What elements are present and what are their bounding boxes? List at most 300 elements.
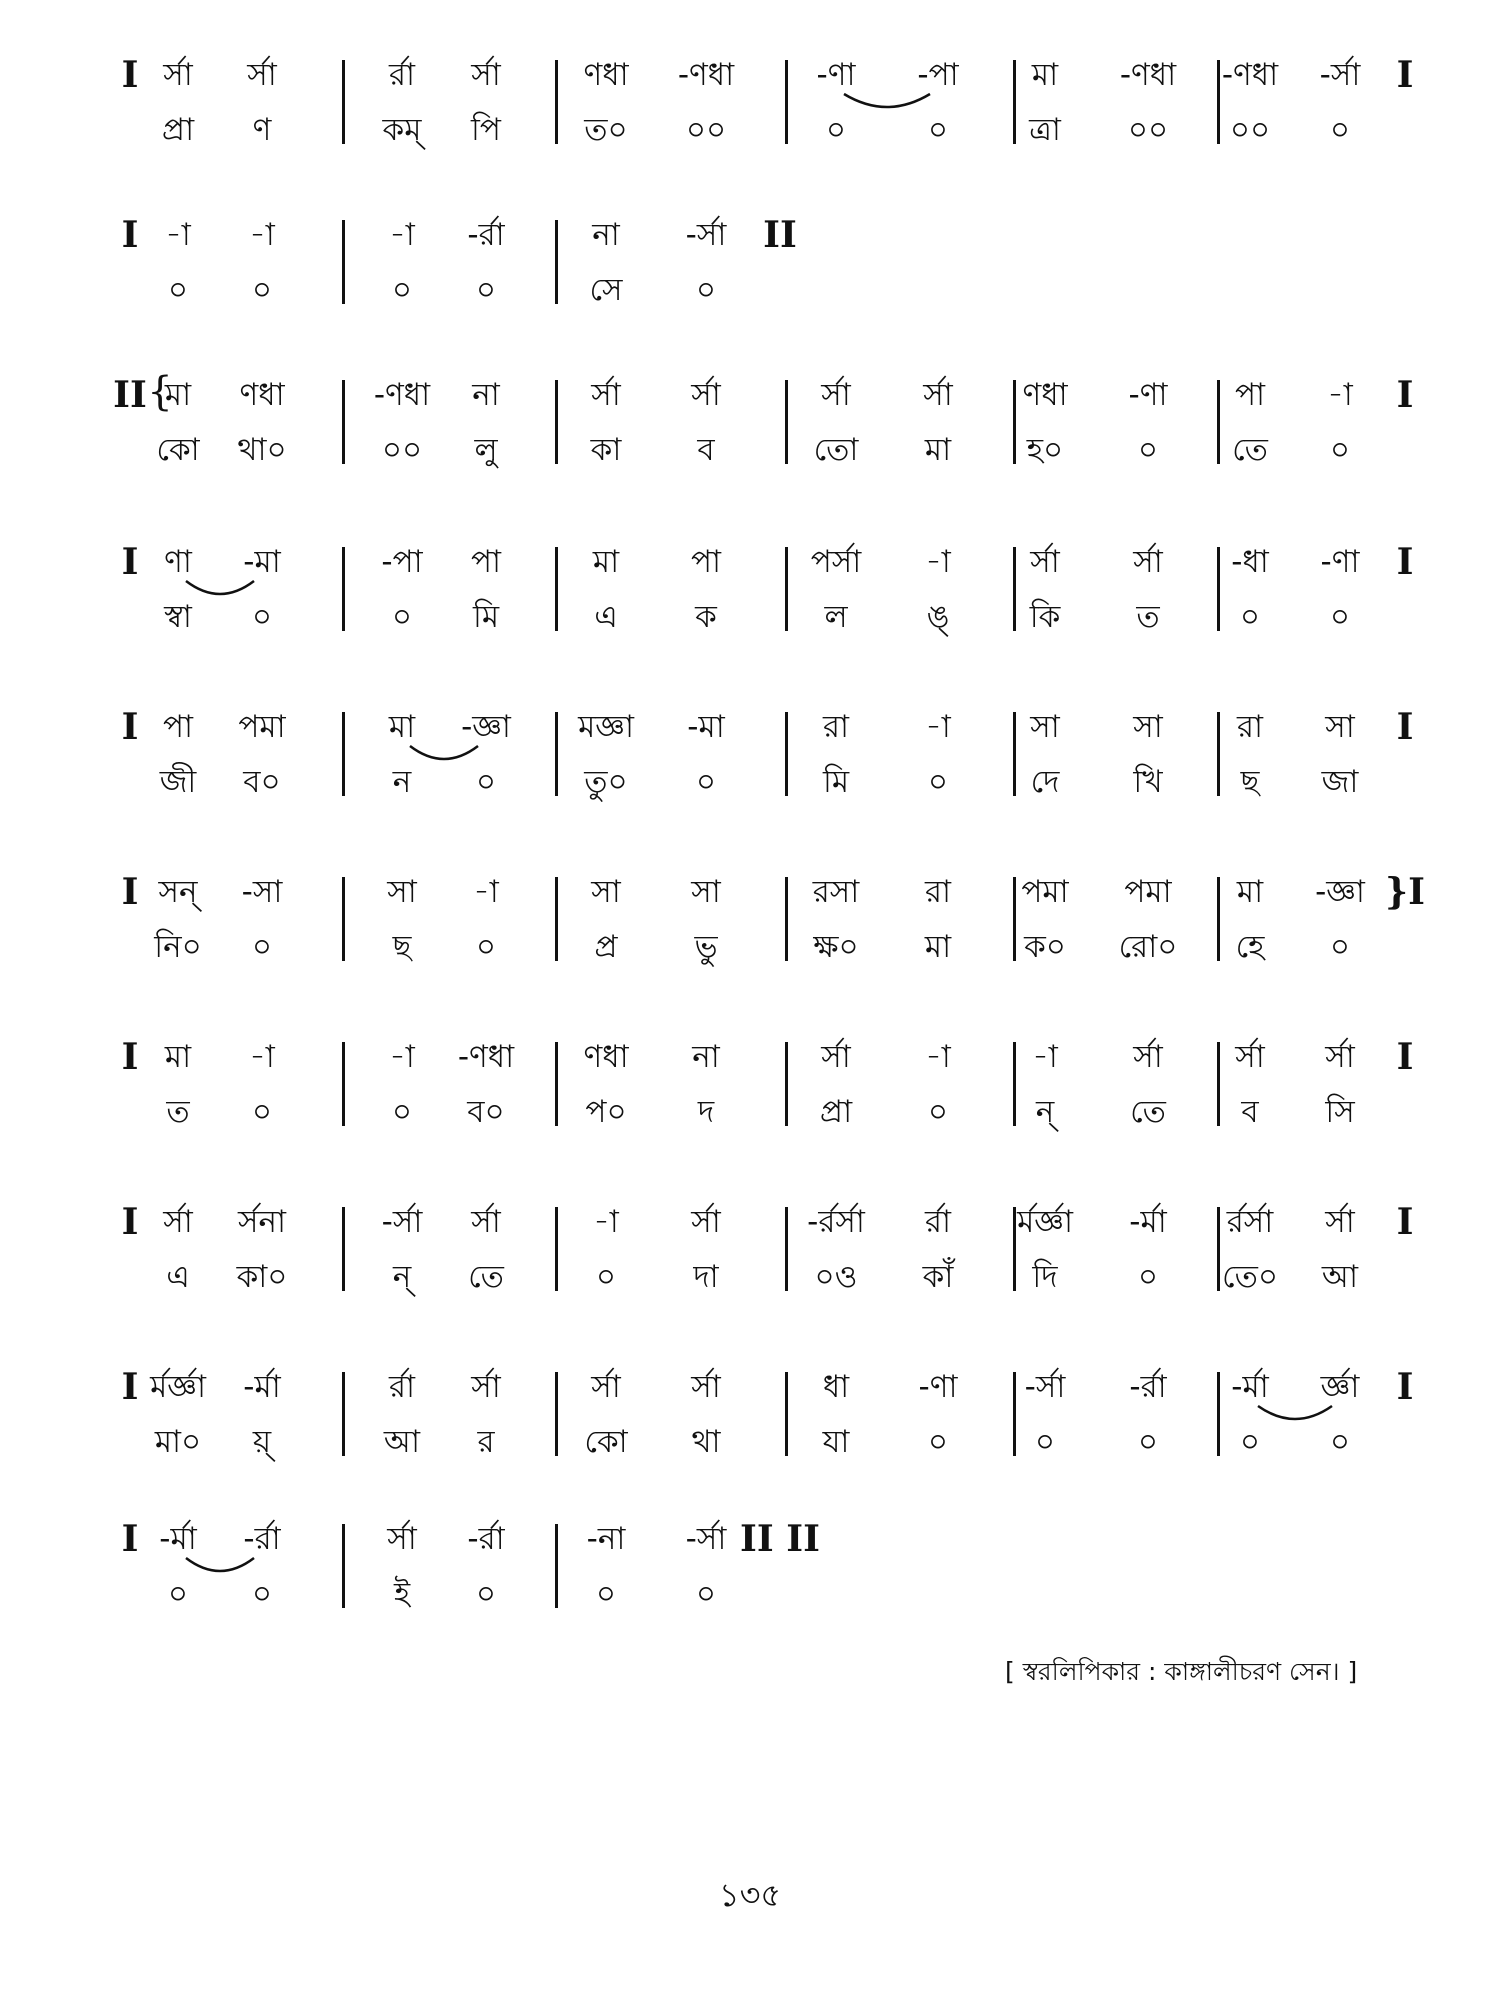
lyric-syllable: ০ bbox=[475, 764, 497, 800]
lyric-syllable: ০ bbox=[475, 1576, 497, 1612]
lyric-syllable: দা bbox=[693, 1259, 719, 1295]
swara-note: র্সা bbox=[1133, 1039, 1163, 1075]
lyric-syllable: তো bbox=[813, 432, 859, 468]
swara-note: ণধা bbox=[583, 1039, 629, 1075]
lyric-syllable: স্বা bbox=[164, 599, 192, 635]
lyric-syllable: কি bbox=[1029, 599, 1061, 635]
swara-note: ণা bbox=[164, 544, 192, 580]
swara-note: র্রা bbox=[388, 1369, 416, 1405]
swara-note: র্সা bbox=[923, 377, 953, 413]
lyric-syllable: ০ bbox=[391, 272, 413, 308]
lyric-syllable: ০ bbox=[1137, 1259, 1159, 1295]
swara-note: -া bbox=[249, 1039, 275, 1075]
lyric-syllable: ০ bbox=[251, 272, 273, 308]
measure-barline bbox=[342, 547, 345, 631]
swara-note: রা bbox=[924, 874, 952, 910]
lyric-syllable: ক bbox=[695, 599, 717, 635]
swara-note: -মা bbox=[243, 544, 281, 580]
swara-note: -ণা bbox=[816, 57, 856, 93]
lyric-syllable: ০ bbox=[595, 1259, 617, 1295]
lyric-syllable: ল bbox=[824, 599, 848, 635]
swara-note: -র্মা bbox=[1231, 1369, 1269, 1405]
lyric-syllable: ছ bbox=[392, 929, 412, 965]
lyric-syllable: তে০ bbox=[1222, 1259, 1278, 1295]
lyric-syllable: হ০ bbox=[1026, 432, 1064, 468]
notation-row bbox=[0, 1036, 1500, 1160]
lyric-syllable: ০ bbox=[251, 1576, 273, 1612]
measure-barline bbox=[1013, 1042, 1016, 1126]
swara-note: -র্সা bbox=[1319, 57, 1361, 93]
swara-note: ণধা bbox=[583, 57, 629, 93]
lyric-syllable: ণ bbox=[252, 112, 272, 148]
notation-credit: [ স্বরলিপিকার : কাঙ্গালীচরণ সেন। ] bbox=[1005, 1657, 1358, 1686]
swara-note: মা bbox=[1031, 57, 1059, 93]
start-barline-mark: I bbox=[121, 214, 139, 256]
swara-note: সা bbox=[1133, 709, 1163, 745]
swara-note: র্সা bbox=[471, 1204, 501, 1240]
lyric-syllable: ০০ bbox=[1229, 112, 1271, 148]
lyric-syllable: মা bbox=[924, 432, 952, 468]
lyric-syllable: ০ bbox=[1329, 1424, 1351, 1460]
lyric-syllable: মি bbox=[472, 599, 500, 635]
lyric-syllable: হে bbox=[1235, 929, 1265, 965]
end-barline-mark: I bbox=[1396, 541, 1414, 583]
lyric-syllable: দে bbox=[1030, 764, 1060, 800]
end-barline-mark: I bbox=[1396, 1036, 1414, 1078]
measure-barline bbox=[1217, 712, 1220, 796]
swara-note: র্সা bbox=[471, 1369, 501, 1405]
swara-note: র্সা bbox=[821, 377, 851, 413]
notation-row bbox=[0, 369, 1500, 498]
lyric-syllable: ন bbox=[392, 764, 412, 800]
lyric-syllable: কম্ bbox=[382, 112, 422, 148]
swara-note: -জ্ঞা bbox=[1315, 874, 1365, 910]
lyric-syllable: কাঁ bbox=[922, 1259, 954, 1295]
measure-barline bbox=[1217, 380, 1220, 464]
swara-note: রা bbox=[1236, 709, 1264, 745]
lyric-syllable: ০ bbox=[251, 1094, 273, 1130]
swara-note: -মা bbox=[687, 709, 725, 745]
swara-note: -র্মা bbox=[159, 1521, 197, 1557]
lyric-syllable: ০০ bbox=[381, 432, 423, 468]
measure-barline bbox=[785, 1207, 788, 1291]
slur-curve bbox=[186, 581, 254, 594]
swara-note: -া bbox=[389, 1039, 415, 1075]
end-barline-mark: I bbox=[1396, 54, 1414, 96]
lyric-syllable: কো bbox=[584, 1424, 628, 1460]
measure-barline bbox=[1217, 60, 1220, 144]
slur-arc bbox=[402, 742, 486, 766]
swara-note: মা bbox=[164, 1039, 192, 1075]
swara-note: -া bbox=[249, 217, 275, 253]
swara-note: ণধা bbox=[1022, 377, 1068, 413]
swara-note: না bbox=[592, 217, 620, 253]
lyric-syllable: প্র bbox=[594, 929, 618, 965]
measure-barline bbox=[1013, 1207, 1016, 1291]
end-barline-mark: I bbox=[1396, 374, 1414, 416]
swara-note: র্সা bbox=[691, 377, 721, 413]
lyric-syllable: পি bbox=[471, 112, 501, 148]
measure-barline bbox=[555, 380, 558, 464]
start-barline-mark: I bbox=[121, 871, 139, 913]
swara-note: -ণধা bbox=[457, 1039, 515, 1075]
lyric-syllable: আ bbox=[1321, 1259, 1359, 1295]
measure-barline bbox=[785, 1042, 788, 1126]
swara-note: -ণা bbox=[918, 1369, 958, 1405]
swara-note: পমা bbox=[1021, 874, 1069, 910]
swara-note: মা bbox=[388, 709, 416, 745]
measure-barline bbox=[342, 220, 345, 304]
slur-arc bbox=[178, 577, 262, 601]
swara-note: সন্ bbox=[158, 874, 198, 910]
lyric-syllable: প্রা bbox=[161, 112, 195, 148]
lyric-syllable: ০ bbox=[595, 1576, 617, 1612]
measure-barline bbox=[555, 1372, 558, 1456]
swara-note: রসা bbox=[812, 874, 860, 910]
lyric-syllable: ০ bbox=[475, 929, 497, 965]
lyric-syllable: রো০ bbox=[1118, 929, 1178, 965]
lyric-syllable: ০ bbox=[167, 1576, 189, 1612]
swara-note: -া bbox=[473, 874, 499, 910]
swara-note: পর্সা bbox=[810, 544, 862, 580]
notation-row bbox=[0, 1201, 1500, 1325]
slur-curve bbox=[1258, 1406, 1332, 1419]
measure-barline bbox=[1217, 547, 1220, 631]
lyric-syllable: মা০ bbox=[154, 1424, 202, 1460]
swara-note: র্সা bbox=[1325, 1039, 1355, 1075]
swara-note: সা bbox=[387, 874, 417, 910]
measure-barline bbox=[785, 380, 788, 464]
lyric-syllable: মা bbox=[924, 929, 952, 965]
swara-note: র্সা bbox=[247, 57, 277, 93]
swara-note: সা bbox=[691, 874, 721, 910]
lyric-syllable: ০ bbox=[1239, 599, 1261, 635]
notation-row bbox=[0, 54, 1500, 178]
lyric-syllable: লু bbox=[474, 432, 498, 468]
swara-note: র্সা bbox=[591, 1369, 621, 1405]
notation-row bbox=[0, 706, 1500, 830]
swara-note: র্রর্সা bbox=[1226, 1204, 1274, 1240]
swara-note: -না bbox=[586, 1521, 626, 1557]
lyric-syllable: কা০ bbox=[236, 1259, 288, 1295]
lyric-syllable: ০০ bbox=[1127, 112, 1169, 148]
lyric-syllable: ত্রা bbox=[1029, 112, 1061, 148]
lyric-syllable: ০ bbox=[1329, 432, 1351, 468]
measure-barline bbox=[555, 60, 558, 144]
swara-note: -পা bbox=[917, 57, 959, 93]
lyric-syllable: কো bbox=[156, 432, 200, 468]
swara-note: -র্রা bbox=[467, 217, 505, 253]
lyric-syllable: ছ bbox=[1240, 764, 1260, 800]
swara-note: -সা bbox=[241, 874, 283, 910]
notation-row bbox=[0, 1518, 1500, 1642]
swara-note: -া bbox=[165, 217, 191, 253]
start-barline-mark: II bbox=[113, 374, 147, 416]
measure-barline bbox=[342, 1042, 345, 1126]
swara-note: পমা bbox=[1124, 874, 1172, 910]
lyric-syllable: এ bbox=[594, 599, 618, 635]
lyric-syllable: ০ bbox=[825, 112, 847, 148]
slur-arc bbox=[178, 1554, 262, 1578]
start-barline-mark: I bbox=[121, 706, 139, 748]
measure-barline bbox=[785, 547, 788, 631]
swara-note: পা bbox=[470, 544, 502, 580]
swara-note: পা bbox=[1234, 377, 1266, 413]
swara-note: -া bbox=[593, 1204, 619, 1240]
page-number: ১৩৫ bbox=[718, 1876, 782, 1914]
measure-barline bbox=[785, 712, 788, 796]
lyric-syllable: তে bbox=[1130, 1094, 1166, 1130]
measure-barline bbox=[1013, 547, 1016, 631]
swara-note: -ণা bbox=[1128, 377, 1168, 413]
swara-note: র্জ্ঞা bbox=[1320, 1369, 1360, 1405]
lyric-syllable: ০ bbox=[1239, 1424, 1261, 1460]
swara-note: -ণধা bbox=[1119, 57, 1177, 93]
swara-note: -ণা bbox=[1320, 544, 1360, 580]
lyric-syllable: ০ bbox=[927, 1094, 949, 1130]
lyric-syllable: সে bbox=[589, 272, 623, 308]
swara-note: র্মর্জ্ঞা bbox=[1017, 1204, 1073, 1240]
lyric-syllable: কা bbox=[590, 432, 622, 468]
measure-barline bbox=[342, 380, 345, 464]
lyric-syllable: ত bbox=[1136, 599, 1160, 635]
lyric-syllable: ০ bbox=[695, 272, 717, 308]
swara-note: -া bbox=[389, 217, 415, 253]
lyric-syllable: ০ bbox=[475, 272, 497, 308]
lyric-syllable: ব bbox=[697, 432, 715, 468]
repeat-brace: { bbox=[147, 369, 173, 415]
lyric-syllable: ০ bbox=[391, 1094, 413, 1130]
end-barline-mark: II bbox=[763, 214, 797, 256]
measure-barline bbox=[1217, 1207, 1220, 1291]
swara-note: -র্রর্সা bbox=[807, 1204, 865, 1240]
notation-row bbox=[0, 1366, 1500, 1490]
lyric-syllable: দ bbox=[697, 1094, 715, 1130]
start-barline-mark: I bbox=[121, 1366, 139, 1408]
swara-note: র্সা bbox=[691, 1369, 721, 1405]
notation-row bbox=[0, 871, 1500, 995]
end-barline-mark: }I bbox=[1385, 871, 1425, 913]
end-barline-mark: I bbox=[1396, 1201, 1414, 1243]
end-barline-mark: I bbox=[1396, 706, 1414, 748]
lyric-syllable: ০ bbox=[391, 599, 413, 635]
lyric-syllable: ই bbox=[393, 1576, 411, 1612]
swara-note: -র্মা bbox=[1129, 1204, 1167, 1240]
lyric-syllable: তে bbox=[1232, 432, 1268, 468]
lyric-syllable: ০ও bbox=[814, 1259, 858, 1295]
measure-barline bbox=[1217, 1042, 1220, 1126]
measure-barline bbox=[342, 712, 345, 796]
swara-note: র্সা bbox=[163, 1204, 193, 1240]
lyric-syllable: ক০ bbox=[1024, 929, 1066, 965]
swara-note: -ণধা bbox=[1221, 57, 1279, 93]
swara-note: র্রা bbox=[388, 57, 416, 93]
lyric-syllable: প০ bbox=[585, 1094, 627, 1130]
swara-note: না bbox=[472, 377, 500, 413]
lyric-syllable: নি০ bbox=[154, 929, 202, 965]
end-barline-mark: II II bbox=[740, 1518, 820, 1560]
swara-note: -ধা bbox=[1231, 544, 1269, 580]
swara-note: পা bbox=[162, 709, 194, 745]
measure-barline bbox=[1013, 712, 1016, 796]
swara-note: -র্রা bbox=[1129, 1369, 1167, 1405]
swara-note: র্সা bbox=[821, 1039, 851, 1075]
measure-barline bbox=[342, 877, 345, 961]
measure-barline bbox=[1217, 877, 1220, 961]
swara-note: সা bbox=[1030, 709, 1060, 745]
swara-note: -র্রা bbox=[467, 1521, 505, 1557]
swara-note: -া bbox=[925, 709, 951, 745]
swara-note: র্সা bbox=[691, 1204, 721, 1240]
lyric-syllable: ০ bbox=[1137, 432, 1159, 468]
measure-barline bbox=[555, 712, 558, 796]
swara-note: -া bbox=[1032, 1039, 1058, 1075]
measure-barline bbox=[1013, 60, 1016, 144]
swara-note: -র্সা bbox=[685, 1521, 727, 1557]
swara-note: -র্সা bbox=[685, 217, 727, 253]
swara-note: -ণধা bbox=[677, 57, 735, 93]
measure-barline bbox=[555, 220, 558, 304]
start-barline-mark: I bbox=[121, 541, 139, 583]
measure-barline bbox=[555, 1524, 558, 1608]
start-barline-mark: I bbox=[121, 54, 139, 96]
lyric-syllable: ত bbox=[166, 1094, 190, 1130]
lyric-syllable: ন্ bbox=[392, 1259, 412, 1295]
slur-curve bbox=[410, 746, 478, 759]
notation-row bbox=[0, 214, 1500, 338]
lyric-syllable: ০ bbox=[927, 1424, 949, 1460]
swara-note: -র্রা bbox=[243, 1521, 281, 1557]
lyric-syllable: ০ bbox=[251, 929, 273, 965]
lyric-syllable: ব bbox=[1241, 1094, 1259, 1130]
measure-barline bbox=[1013, 877, 1016, 961]
lyric-syllable: ব০ bbox=[467, 1094, 505, 1130]
lyric-syllable: ০ bbox=[251, 599, 273, 635]
lyric-syllable: ০ bbox=[695, 1576, 717, 1612]
end-barline-mark: I bbox=[1396, 1366, 1414, 1408]
lyric-syllable: তে bbox=[468, 1259, 504, 1295]
start-barline-mark: I bbox=[121, 1036, 139, 1078]
lyric-syllable: ০ bbox=[167, 272, 189, 308]
slur-arc bbox=[836, 90, 938, 114]
lyric-syllable: খি bbox=[1133, 764, 1163, 800]
lyric-syllable: থা০ bbox=[237, 432, 287, 468]
swara-note: র্সা bbox=[387, 1521, 417, 1557]
measure-barline bbox=[342, 1372, 345, 1456]
measure-barline bbox=[342, 60, 345, 144]
swara-note: মা bbox=[164, 377, 192, 413]
swara-note: ণধা bbox=[239, 377, 285, 413]
lyric-syllable: জা bbox=[1321, 764, 1359, 800]
swara-note: মা bbox=[1236, 874, 1264, 910]
measure-barline bbox=[1217, 1372, 1220, 1456]
swara-note: মজ্ঞা bbox=[578, 709, 634, 745]
swara-note: -া bbox=[925, 1039, 951, 1075]
lyric-syllable: ০ bbox=[1137, 1424, 1159, 1460]
slur-curve bbox=[844, 94, 930, 107]
measure-barline bbox=[555, 1207, 558, 1291]
lyric-syllable: জী bbox=[159, 764, 197, 800]
lyric-syllable: ন্ bbox=[1035, 1094, 1055, 1130]
swara-note: র্সা bbox=[1133, 544, 1163, 580]
lyric-syllable: এ bbox=[166, 1259, 190, 1295]
swara-note: -র্সা bbox=[1024, 1369, 1066, 1405]
measure-barline bbox=[555, 547, 558, 631]
swara-note: -র্সা bbox=[381, 1204, 423, 1240]
start-barline-mark: I bbox=[121, 1518, 139, 1560]
lyric-syllable: ০০ bbox=[685, 112, 727, 148]
notation-row bbox=[0, 541, 1500, 665]
swara-note: -পা bbox=[381, 544, 423, 580]
measure-barline bbox=[342, 1207, 345, 1291]
measure-barline bbox=[555, 877, 558, 961]
swara-note: -া bbox=[925, 544, 951, 580]
measure-barline bbox=[342, 1524, 345, 1608]
swara-note: র্সা bbox=[591, 377, 621, 413]
lyric-syllable: ০ bbox=[927, 764, 949, 800]
swara-note: র্সা bbox=[1325, 1204, 1355, 1240]
swara-note: সা bbox=[591, 874, 621, 910]
start-barline-mark: I bbox=[121, 1201, 139, 1243]
lyric-syllable: যা bbox=[822, 1424, 850, 1460]
swara-note: র্রা bbox=[924, 1204, 952, 1240]
measure-barline bbox=[555, 1042, 558, 1126]
lyric-syllable: সি bbox=[1325, 1094, 1355, 1130]
measure-barline bbox=[785, 60, 788, 144]
swara-note: র্সা bbox=[1030, 544, 1060, 580]
swara-note: -ণধা bbox=[373, 377, 431, 413]
swara-note: ধা bbox=[822, 1369, 850, 1405]
lyric-syllable: ঙ্ bbox=[926, 599, 950, 635]
lyric-syllable: ব০ bbox=[243, 764, 281, 800]
lyric-syllable: আ bbox=[383, 1424, 421, 1460]
swara-note: না bbox=[692, 1039, 720, 1075]
lyric-syllable: প্রা bbox=[819, 1094, 853, 1130]
lyric-syllable: ত০ bbox=[584, 112, 628, 148]
lyric-syllable: ভু bbox=[694, 929, 718, 965]
lyric-syllable: তু০ bbox=[584, 764, 628, 800]
swara-note: -র্মা bbox=[243, 1369, 281, 1405]
lyric-syllable: ০ bbox=[1329, 929, 1351, 965]
lyric-syllable: থা bbox=[691, 1424, 721, 1460]
lyric-syllable: ক্ষ০ bbox=[813, 929, 859, 965]
swara-note: র্সা bbox=[163, 57, 193, 93]
lyric-syllable: ০ bbox=[1034, 1424, 1056, 1460]
measure-barline bbox=[1013, 380, 1016, 464]
swara-note: র্সা bbox=[471, 57, 501, 93]
lyric-syllable: মি bbox=[822, 764, 850, 800]
swara-note: মা bbox=[592, 544, 620, 580]
lyric-syllable: র bbox=[477, 1424, 495, 1460]
swara-note: র্সা bbox=[1235, 1039, 1265, 1075]
swara-note: সা bbox=[1325, 709, 1355, 745]
lyric-syllable: দি bbox=[1032, 1259, 1058, 1295]
slur-curve bbox=[186, 1558, 254, 1571]
swara-note: রা bbox=[822, 709, 850, 745]
measure-barline bbox=[1013, 1372, 1016, 1456]
swara-note: -া bbox=[1327, 377, 1353, 413]
measure-barline bbox=[785, 1372, 788, 1456]
lyric-syllable: ০ bbox=[1329, 112, 1351, 148]
swara-note: র্মর্জ্ঞা bbox=[150, 1369, 206, 1405]
swara-note: পমা bbox=[238, 709, 286, 745]
lyric-syllable: ০ bbox=[927, 112, 949, 148]
lyric-syllable: ০ bbox=[1329, 599, 1351, 635]
swara-note: পা bbox=[690, 544, 722, 580]
slur-arc bbox=[1250, 1402, 1340, 1426]
lyric-syllable: ০ bbox=[695, 764, 717, 800]
swara-note: -জ্ঞা bbox=[461, 709, 511, 745]
